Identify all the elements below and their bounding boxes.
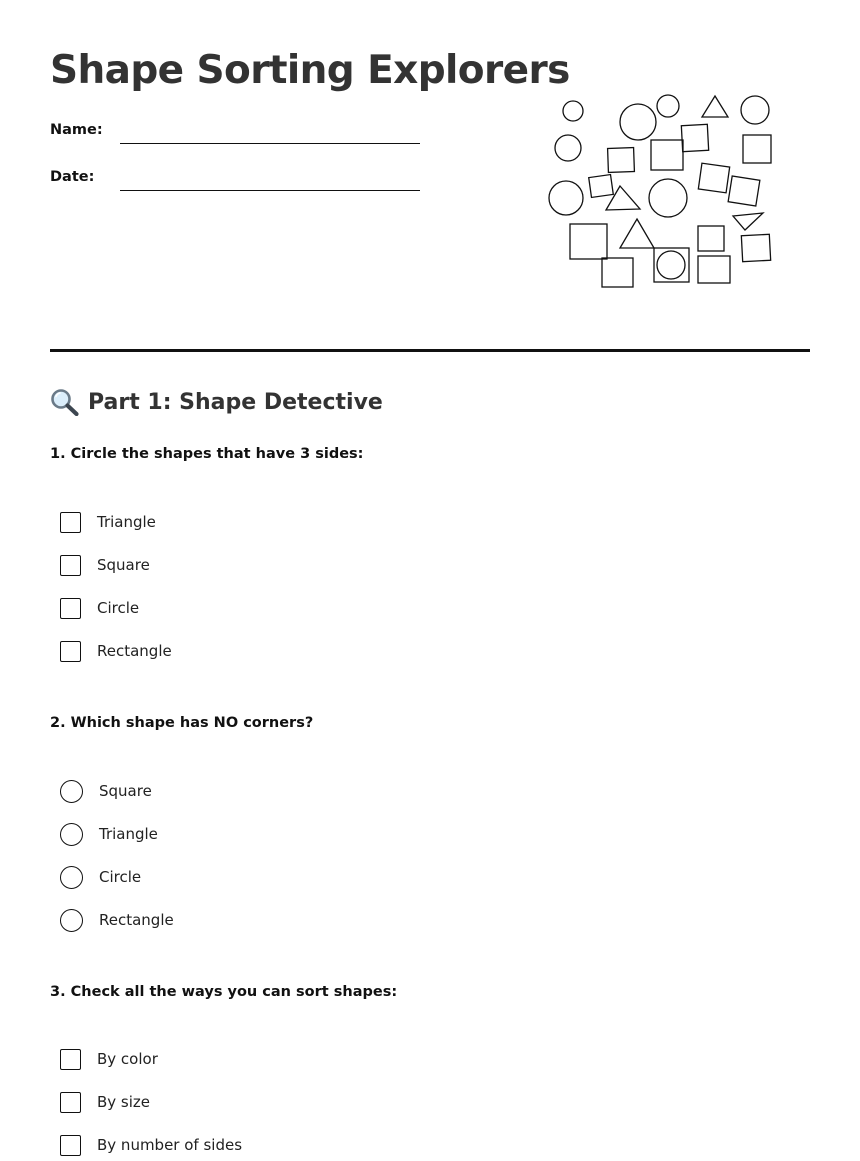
checkbox[interactable] <box>60 1092 81 1113</box>
option-label: Rectangle <box>99 911 174 929</box>
section-divider <box>50 349 810 352</box>
worksheet-title: Shape Sorting Explorers <box>50 48 570 93</box>
option-label: Circle <box>99 868 142 886</box>
option-label: Circle <box>97 599 140 617</box>
radio-button[interactable] <box>60 909 83 932</box>
option-label: By color <box>97 1050 158 1068</box>
option-label: Square <box>99 782 152 800</box>
q1-option-rectangle[interactable] <box>60 639 172 663</box>
option-label: Triangle <box>99 825 158 843</box>
option-label: Triangle <box>97 513 156 531</box>
date-label: Date: <box>50 169 95 185</box>
checkbox[interactable] <box>60 1135 81 1156</box>
question-2-prompt: 2. Which shape has NO corners? <box>50 715 314 731</box>
q1-option-square[interactable] <box>60 553 150 577</box>
radio-button[interactable] <box>60 780 83 803</box>
q1-option-triangle[interactable] <box>60 510 156 534</box>
checkbox[interactable] <box>60 598 81 619</box>
name-field[interactable] <box>120 143 420 144</box>
option-label: Square <box>97 556 150 574</box>
q2-option-square[interactable] <box>60 779 152 803</box>
q2-option-triangle[interactable] <box>60 822 158 846</box>
question-1-prompt: 1. Circle the shapes that have 3 sides: <box>50 446 364 462</box>
q1-option-circle[interactable] <box>60 596 139 620</box>
q3-option-by-color[interactable] <box>60 1047 158 1071</box>
option-label: By number of sides <box>97 1136 243 1154</box>
q2-option-circle[interactable] <box>60 865 141 889</box>
q3-option-by-size[interactable] <box>60 1090 150 1114</box>
q2-option-rectangle[interactable] <box>60 908 174 932</box>
q3-option-by-number-of-sides[interactable] <box>60 1133 242 1157</box>
part1-heading-text: Part 1: Shape Detective <box>88 389 383 415</box>
checkbox[interactable] <box>60 1049 81 1070</box>
magnifying-glass-icon <box>50 388 80 416</box>
radio-button[interactable] <box>60 823 83 846</box>
checkbox[interactable] <box>60 641 81 662</box>
checkbox[interactable] <box>60 555 81 576</box>
option-label: Rectangle <box>97 642 172 660</box>
date-field[interactable] <box>120 190 420 191</box>
question-3-prompt: 3. Check all the ways you can sort shapes: <box>50 984 398 1000</box>
mixed-shapes-illustration <box>545 90 775 295</box>
radio-button[interactable] <box>60 866 83 889</box>
name-label: Name: <box>50 122 103 138</box>
checkbox[interactable] <box>60 512 81 533</box>
part1-heading <box>50 388 383 416</box>
option-label: By size <box>97 1093 151 1111</box>
